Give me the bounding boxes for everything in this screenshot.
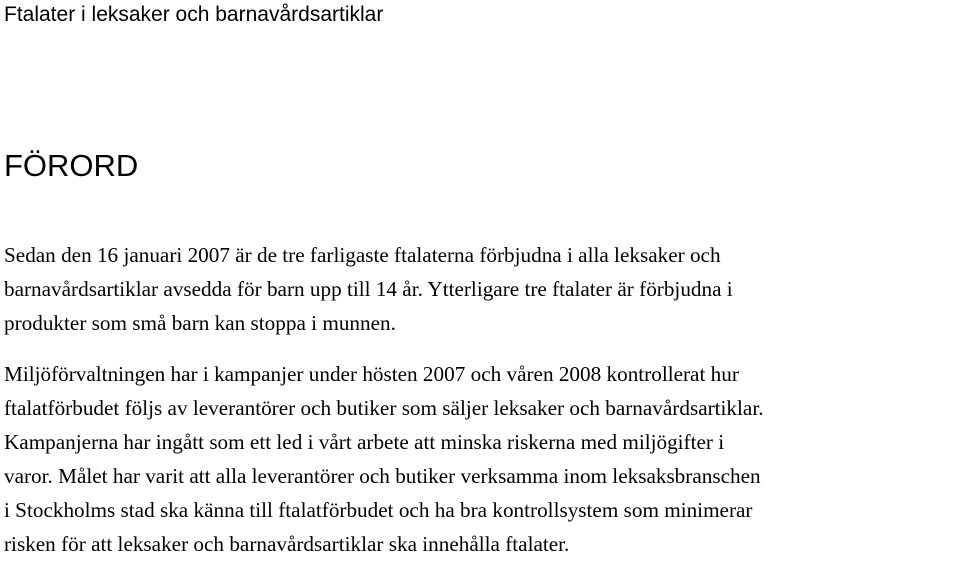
paragraph-line: varor. Målet har varit att alla leverantörer och butiker verksamma inom leksaksbranschen bbox=[4, 464, 761, 488]
paragraph-campaigns bbox=[4, 357, 959, 561]
paragraph-line: Sedan den 16 januari 2007 är de tre farligaste ftalaterna förbjudna i alla leksaker och bbox=[4, 243, 721, 267]
paragraph-line: Miljöförvaltningen har i kampanjer under hösten 2007 och våren 2008 kontrollerat hur bbox=[4, 362, 739, 386]
page-title: FÖRORD bbox=[4, 148, 139, 183]
paragraph-line: barnavårdsartiklar avsedda för barn upp till 14 år. Ytterligare tre ftalater är förbjudna i bbox=[4, 277, 733, 301]
paragraph-line: Kampanjerna har ingått som ett led i vårt arbete att minska riskerna med miljögifter i bbox=[4, 430, 725, 454]
paragraph-line: i Stockholms stad ska känna till ftalatförbudet och ha bra kontrollsystem som minimerar bbox=[4, 498, 753, 522]
paragraph-line: produkter som små barn kan stoppa i munnen. bbox=[4, 311, 396, 335]
paragraph-intro bbox=[4, 238, 959, 340]
paragraph-line: risken för att leksaker och barnavårdsartiklar ska innehålla ftalater. bbox=[4, 532, 570, 556]
paragraph-line: ftalatförbudet följs av leverantörer och butiker som säljer leksaker och barnavårdsartiklar. bbox=[4, 396, 764, 420]
running-header: Ftalater i leksaker och barnavårdsartiklar bbox=[4, 3, 384, 26]
